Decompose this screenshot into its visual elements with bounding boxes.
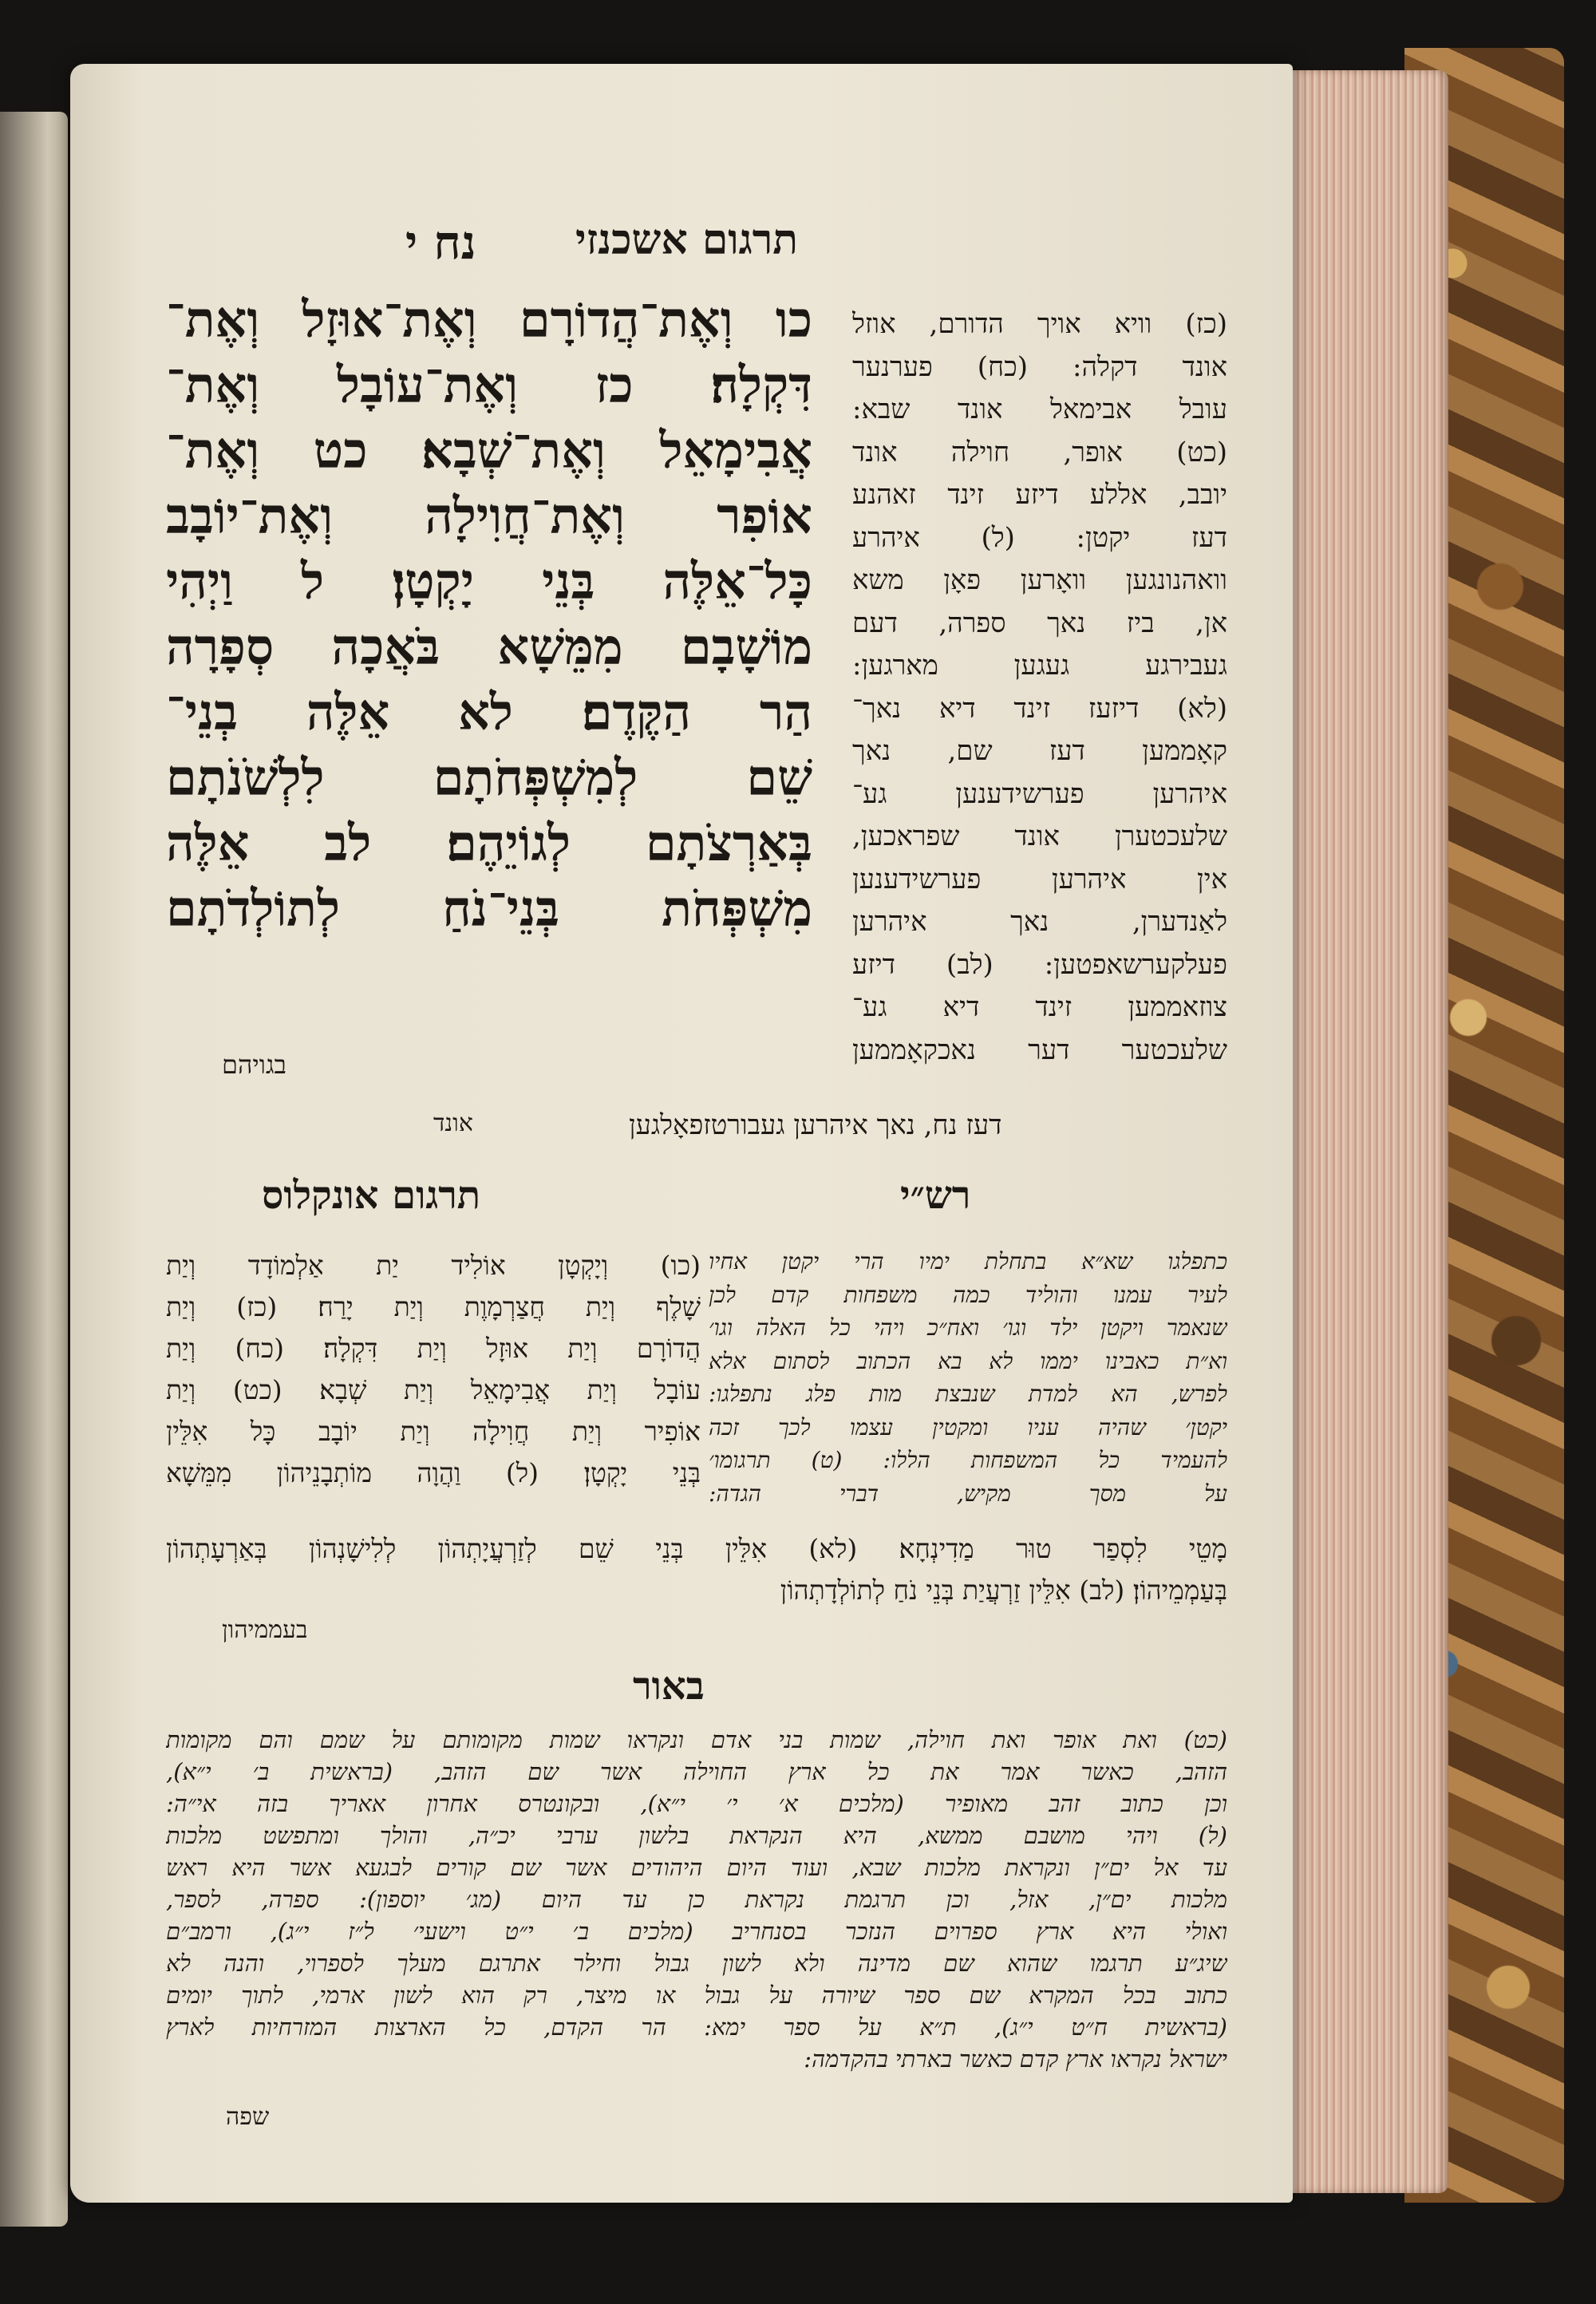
biur-line: (כט) ואת אופר ואת חוילה, שמות בני אדם ונקראו שמות מקומותם על שמם והם מקומות [166, 1726, 1227, 1753]
running-head-title: תרגום אשכנזי [575, 215, 798, 264]
book-page [70, 64, 1293, 2203]
biur-line: מלכות ים״ן, אזל, וכן תרגמת נקראת כן עד היום (מג׳ יוספון): ספרה, לספר, [166, 1886, 1227, 1913]
scripture-line: הַר הַקֶּדֶם׃ לא אֵלֶּה בְנֵי־ [166, 683, 812, 741]
ashkenaz-line: שלעכטערן אונד שפראכען, [852, 820, 1227, 852]
ashkenaz-line: (לא) דיזעז זינד דיא נאך־ [852, 692, 1227, 725]
rashi-line: לפרש, הא למדת שנבצת מות פלג נתפלגו: [709, 1381, 1227, 1407]
ashkenaz-catchword: אונד [433, 1109, 473, 1137]
ashkenaz-line: אין איהרען פערשידענען [852, 863, 1227, 895]
biur-line: (ל) ויהי מושבם ממשא, היא הנקראת בלשון ערבי יכ״ה, והולך ומתפשט מלכות [166, 1822, 1227, 1849]
onkelos-line: (כו) וְיָקְטָן אוֹלִיד יַת אַלְמוֹדָד וְיַת [166, 1250, 701, 1281]
biur-heading: באור [633, 1664, 705, 1709]
onkelos-line: עוֹבָל וְיַת אֲבִימָאֵל וְיַת שְׁבָא׃ (כט) וְיַת [166, 1374, 701, 1405]
rashi-line: על מסך מקיש, דברי הגדה: [709, 1480, 1227, 1507]
onkelos-line: אוֹפִיר וְיַת חֲוִילָה וְיַת יוֹבָב כָּל אִלֵּין [166, 1416, 701, 1447]
biur-line: כתוב בכל המקרא שם ספר שיורה על גבול או מיצר, רק הוא לשון ארמי, לתוך יומים [166, 1982, 1227, 2009]
scripture-line: דִּקְלָה׃ כז וְאֶת־עוֹבָל וְאֶת־ [166, 356, 812, 414]
rashi-line: שנאמר ויקטן ילד וגו׳ ואח״כ ויהי כל האלה וגו׳ [709, 1314, 1227, 1341]
biur-line: ואולי היא ארץ ספרוים הנזכר בסנחריב (מלכים ב׳ י״ט וישעי׳ ל״ז י״ג), ורמב״ם [166, 1918, 1227, 1945]
rashi-line: להעמיד כל המשפחות הללו: (ט) תרגומו׳ [709, 1447, 1227, 1473]
ashkenaz-line: פעלקערשאפטען: (לב) דיזע [852, 948, 1227, 981]
page-block-edge [1273, 70, 1448, 2193]
onkelos-catchword: בעממיהון [222, 1616, 308, 1644]
biur-catchword: שפה [226, 2103, 270, 2131]
scripture-line: מוֹשָׁבָם מִמֵּשָׁא בֹּאֲכָה סְפָרָה [166, 618, 812, 676]
ashkenaz-line: שלעכטער דער נאכקאָממען [852, 1033, 1227, 1066]
rashi-line: וא״ת כאבינו יממו לא בא הכתוב לסתום אלא [709, 1347, 1227, 1374]
ashkenaz-column [852, 303, 1227, 1072]
biur-line: ישראל נקראו ארץ קדם כאשר בארתי בהקדמה: [804, 2045, 1227, 2073]
onkelos-heading: תרגום אונקלוס [262, 1173, 481, 1218]
rashi-line: יקטן׳ שהיה עניו ומקטין עצמו לכך זכה [709, 1413, 1227, 1440]
onkelos-wide-block [166, 1528, 1227, 1611]
ashkenaz-line: איהרען פערשידענען גע־ [852, 777, 1227, 810]
ashkenaz-line: לאַנדערן, נאך איהרען [852, 906, 1227, 938]
onkelos-line: הֲדוֹרָם וְיַת אוּזָל וְיַת דִּקְלָה׃ (כח) וְיַת [166, 1333, 701, 1364]
biur-line: שיג״ע תרגמו שהוא שם מדינה ולא לשון גבול וחילר אתרגם מעלך לספרוי, והנה לא [166, 1950, 1227, 1977]
ashkenaz-line: עובל אבימאל אונד שבא: [852, 393, 1227, 425]
scripture-line: כו וְאֶת־הֲדוֹרָם וְאֶת־אוּזָל וְאֶת־ [166, 290, 812, 349]
scripture-line: מִשְׁפְּחֹת בְּנֵי־נֹחַ לְתוֹלְדֹתָם [166, 879, 812, 938]
scripture-line: בְּאַרְצֹתָם לְגוֹיֵהֶם׃ לב אֵלֶּה [166, 814, 812, 872]
rashi-commentary [709, 1245, 1227, 1510]
onkelos-line: מָטֵי לִסְפַר טוּר מַדִינְחָא׃ (לא) אִלֵּין בְּנֵי שֵׁם לְזַרְעֲיָתְהוֹן לְלִישָׁנְהוֹן בְּאַרְעָתְהוֹן [166, 1533, 1227, 1564]
ashkenaz-line: וואהנונגען וואָרען פאָן משא [852, 564, 1227, 596]
ashkenaz-line: דעז יקטן: (ל) איהרע [852, 521, 1227, 554]
onkelos-line: שָׁלֶף וְיַת חֲצַרְמָוֶת וְיַת יָרַח׃ (כז) וְיַת [166, 1291, 701, 1322]
onkelos-column [166, 1245, 701, 1494]
biur-commentary [166, 1724, 1227, 2075]
rashi-heading: רש״י [900, 1173, 971, 1218]
onkelos-line: בְּעַמְמֵיהוֹן׃ (לב) אִלֵּין זַרְעֲיַת בְּנֵי נֹחַ לְתוֹלְדָתְהוֹן [780, 1575, 1227, 1606]
ashkenaz-line: אונד דקלה: (כח) פערנער [852, 350, 1227, 383]
running-head-parasha: נח י [405, 215, 476, 270]
ashkenaz-line: קאָממען דעז שם, נאך [852, 735, 1227, 767]
scripture-line: אֲבִימָאֵל וְאֶת־שְׁבָא׃ כט וְאֶת־ [166, 421, 812, 480]
biur-line: (בראשית ח״ט י״ג), ת״א על ספר ימא: הר הקדם, כל הארצות המזרחיות לארץ [166, 2014, 1227, 2041]
ashkenaz-tail-line: דעז נח, נאך איהרען געבורטזפאָלגען [629, 1109, 1002, 1141]
ashkenaz-line: (כז) וויא אויך הדורם, אוזל [852, 308, 1227, 340]
scripture-line: שֵׁם לְמִשְׁפְּחֹתָם לִלְשֹׁנֹתָם [166, 749, 812, 807]
ashkenaz-line: צוזאממען זינד דיא גע־ [852, 991, 1227, 1023]
left-page-edge [0, 112, 68, 2227]
scripture-catchword: בגויהם [222, 1049, 286, 1080]
scripture-column [166, 287, 812, 942]
scripture-line: אוֹפִר וְאֶת־חֲוִילָה וְאֶת־יוֹבָב [166, 487, 812, 545]
ashkenaz-line: יובב, אללע דיזע זינד זאהנע [852, 479, 1227, 511]
biur-line: עד אל ים״ן ונקראת מלכות שבא, ועוד היום היהודים אשר שם קורים לבגעא אשר היא ראש [166, 1854, 1227, 1881]
ashkenaz-line: געבירגע געגען מארגען: [852, 650, 1227, 682]
rashi-line: לעיר עמנו והוליד כמה משפחות קדם לכן [709, 1281, 1227, 1308]
rashi-line: כתפלגו שא״א בתחלת ימיו הרי יקטן אחיו [709, 1248, 1227, 1275]
onkelos-line: בְּנֵי יָקְטָן׃ (ל) וַהֲוָה מוֹתְבָנֵיהוֹן מִמֵּשָׁא [166, 1457, 701, 1488]
biur-line: וכן כתוב זהב מאופיר (מלכים א׳ י׳ י״א), ובקונטרס אחרון אאריך בזה אי״ה: [166, 1790, 1227, 1817]
ashkenaz-line: אן, ביז נאך ספרה, דעם [852, 607, 1227, 639]
scripture-line: כָּל־אֵלֶּה בְּנֵי יָקְטָן׃ ל וַיְהִי [166, 552, 812, 611]
biur-line: הזהב, כאשר אמר את כל ארץ החוילה אשר שם הזהב, (בראשית ב׳ י״א), [166, 1758, 1227, 1785]
ashkenaz-line: (כט) אופר, חוילה אונד [852, 436, 1227, 468]
